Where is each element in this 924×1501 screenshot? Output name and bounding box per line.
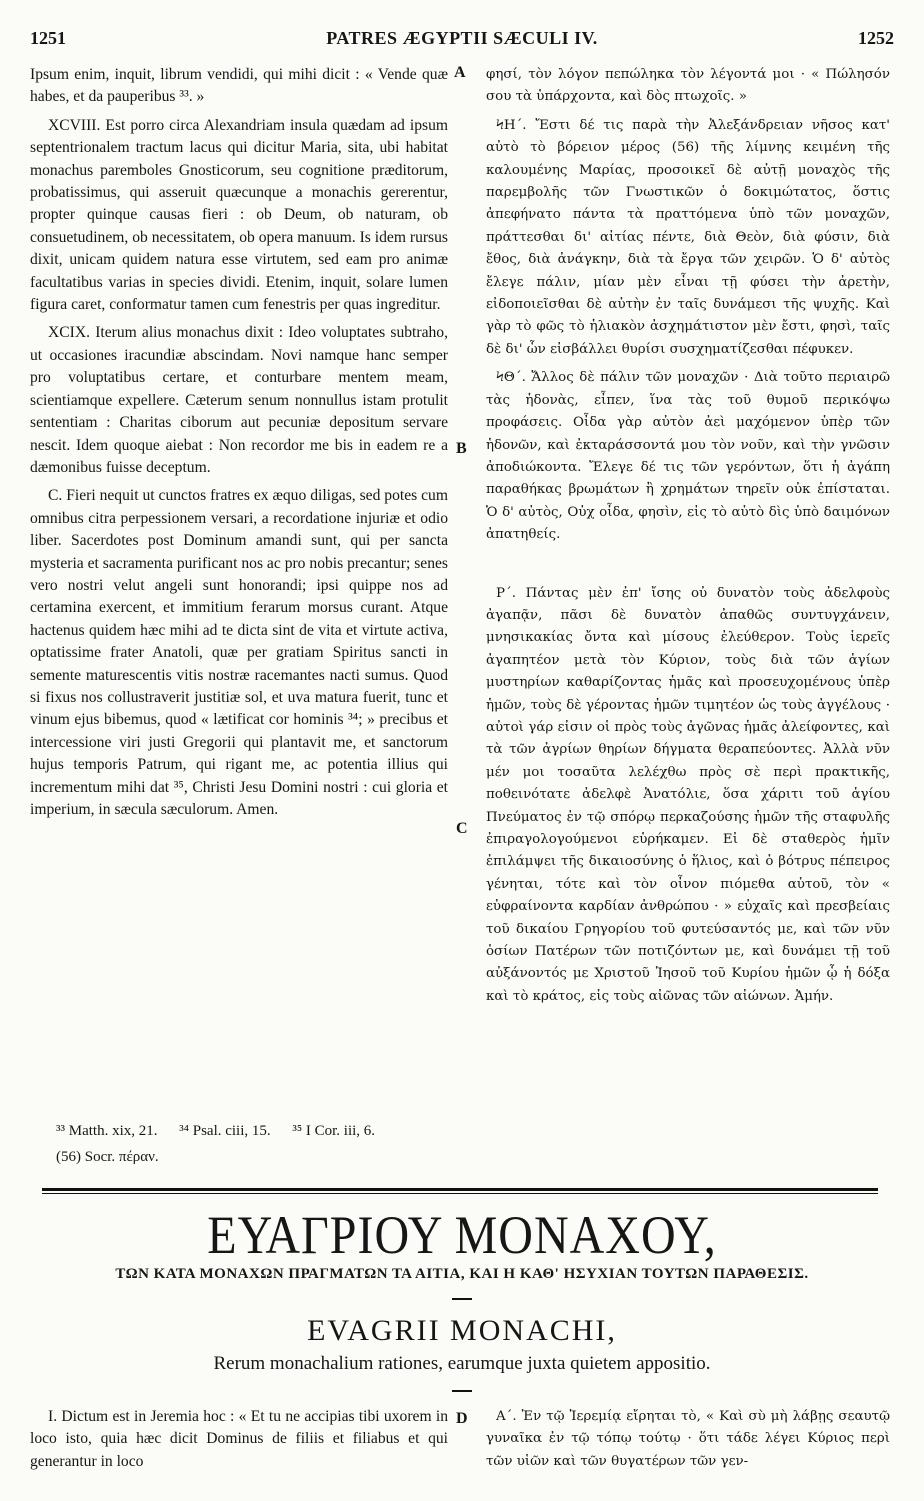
running-title: PATRES ÆGYPTII SÆCULI IV. xyxy=(326,28,598,48)
title-dash xyxy=(452,1298,472,1300)
section-rule-thin xyxy=(42,1193,878,1194)
latin-paragraph: XCIX. Iterum alius monachus dixit : Ideo voluptates subtraho, ut occasiones iracundiæ abscindam. Novi namque hanc semper pro voluptatibus certare, et conturbare mentem meam, scientiamque expellere. Cæterum senum nonnullus istam protulit sententiam : Charitas ciborum aut pecuniæ depositum servare nescit. Idem quoque aiebat : Non recordor me bis in eadem re a dæmonibus fuisse deceptum. xyxy=(30,324,448,476)
latin-title: EVAGRII MONACHI, xyxy=(307,1314,617,1347)
greek-paragraph: Ρ΄. Πάντας μὲν ἐπ' ἴσης οὐ δυνατὸν τοὺς ἀδελφοὺς ἀγαπᾷν, πᾶσι δὲ δυνατὸν ἀπαθῶς συντυγχάνειν, μνησικακίας ὄντα καὶ μίσους ἐλεύθερον. Τοὺς ἱερεῖς ἀγαπητέον μετὰ τὸν Κύριον, τοὺς διὰ τῶν ἁγίων μυστηρίων καθαρίζοντας ἡμᾶς καὶ προσευχομένους ὑπὲρ ἡμῶν, τοὺς δὲ γέροντας ἡμῶν τιμητέον ὡς τοὺς ἀγγέλους · αὐτοὶ γάρ εἰσιν οἱ πρὸς τοὺς ἀγῶνας ἡμᾶς ἀλείφοντες, καὶ τὰ τῶν ἀγρίων θηρίων δήγματα θεραπεύοντες. Ἀλλὰ νῦν μέν μοι τοσαῦτα λελέχθω πρὸς σὲ περὶ πρακτικῆς, ποθεινότατε ἀδελφὲ Ἀνατόλιε, ὅσα χάριτι τοῦ ἁγίου Πνεύματος ἐν τῷ σπόρῳ περκαζούσης ἡμῶν τῆς σταφυλῆς ἐπιραγολογούμενοι εὑρήκαμεν. Εἰ δὲ σταθερὸς ἡμῖν ἐπιλάμψει τῆς δικαιοσύνης ὁ ἥλιος, καὶ ὁ βότρυς πέπειρος γένηται, τότε καὶ τὸν οἶνον πιόμεθα αὐτοῦ, τὸν « εὐφραίνοντα καρδίαν ἀνθρώπου · » εὐχαῖς καὶ πρεσβείαις τοῦ δικαίου Γρηγορίου τοῦ φυτεύσαντός με, καὶ τῶν νῦν ὁσίων Πατέρων τῶν ποτιζόντων με, καὶ δυνάμει τῇ τοῦ αὐξάνοντός με Χριστοῦ Ἰησοῦ τοῦ Κυρίου ἡμῶν ᾧ ἡ δόξα καὶ τὸ κράτος, εἰς τοὺς αἰῶνας τῶν αἰώνων. Ἀμήν. xyxy=(486,585,890,1004)
margin-letter-c: C xyxy=(456,820,468,837)
greek-subtitle: ΤΩΝ ΚΑΤΑ ΜΟΝΑΧΩΝ ΠΡΑΓΜΑΤΩΝ ΤΑ ΑΙΤΙΑ, ΚΑΙ Η ΚΑΘ' ΗΣΥΧΙΑΝ ΤΟΥΤΩΝ ΠΑΡΑΘΕΣΙΣ. xyxy=(115,1266,809,1282)
greek-paragraph: Α΄. Ἐν τῷ Ἱερεμίᾳ εἴρηται τὸ, « Καὶ σὺ μὴ λάβῃς σεαυτῷ γυναῖκα ἐν τῷ τόπῳ τούτῳ · ὅτι τάδε λέγει Κύριος περὶ τῶν υἱῶν καὶ τῶν θυγατέρων τῶν γεν- xyxy=(486,1409,890,1469)
footnote: ³³ Matth. xix, 21. xyxy=(56,1123,158,1139)
latin-column-section2 xyxy=(30,1406,448,1479)
page-number-right: 1252 xyxy=(858,28,894,48)
title-dash xyxy=(452,1390,472,1392)
latin-paragraph: C. Fieri nequit ut cunctos fratres ex æquo diligas, sed potes cum omnibus citra perpessionem versari, a recordatione injuriæ et odio liber. Sacerdotes post Dominum amandi sunt, qui per sancta mysteria et sacramenta purificant nos ac pro nobis precantur; senes vero nostri velut angeli sunt honorandi; ipsi quippe nos ad certamina exercent, et immitium ferarum morsus curant. Atque hactenus quidem hæc mihi ad te dicta sint de vita et virtute activa, optatissime frater Anatoli, quæ per gratiam Spiritus sancti in semente maturescentis vitis nostræ racemantes nacti sumus. Quod si fixus nos collustraverit justitiæ sol, et uva matura fuerit, tunc et vinum ejus bibemus, quod « lætificat cor hominis ³⁴; » precibus et intercessione viri justi Gregorii qui plantavit me, et sanctorum hujus temporis Patrum, qui rigant me, ac potentia illius qui incrementum mihi dat ³⁵, Christi Jesu Domini nostri : cui gloria et imperium, in sæcula sæculorum. Amen. xyxy=(30,487,448,818)
page-header xyxy=(30,28,894,56)
section-rule xyxy=(42,1188,878,1191)
greek-paragraph: φησί, τὸν λόγον πεπώληκα τὸν λέγοντά μοι · « Πώλησόν σου τὰ ὑπάρχοντα, καὶ δὸς πτωχοῖς. » xyxy=(486,67,890,105)
latin-subtitle: Rerum monachalium rationes, earumque juxta quietem appositio. xyxy=(213,1353,711,1374)
latin-paragraph: Ipsum enim, inquit, librum vendidi, qui mihi dicit : « Vende quæ habes, et da pauperibus ³³. » xyxy=(30,66,448,106)
footnote: (56) Socr. πέραν. xyxy=(56,1149,159,1165)
latin-column xyxy=(30,64,448,827)
latin-paragraph: I. Dictum est in Jeremia hoc : « Et tu ne accipias tibi uxorem in loco isto, quia hæc dicit Dominus de filiis et filiabus et qui generantur in loco xyxy=(30,1408,448,1470)
greek-title: ΕΥΑΓΡΙΟΥ ΜΟΝΑΧΟΥ, xyxy=(207,1205,717,1266)
footnote: ³⁴ Psal. ciii, 15. xyxy=(179,1123,271,1139)
latin-paragraph: XCVIII. Est porro circa Alexandriam insula quædam ad ipsum septentrionalem tractum lacus qui dicitur Maria, sita, ubi habitat monachus paremboles Gnosticorum, seu cognitione præditorum, probatissimus, qui asseruit quæcunque a monachis gererentur, propter quinque causas fieri : ob Deum, ob naturam, ob consuetudinem, ob necessitatem, ob opera manuum. Is idem rursus dixit, unicam quidem natura esse virtutem, sed eam pro animæ facultatibus varias in species dividi. Etenim, inquit, solare lumen figura caret, conformatur tamen cum fenestris per quas ingreditur. xyxy=(30,116,448,314)
margin-letter-d: D xyxy=(456,1410,468,1427)
margin-letter-b: B xyxy=(456,440,467,457)
greek-column-section2 xyxy=(486,1406,890,1479)
greek-paragraph: ϞΘ΄. Ἄλλος δὲ πάλιν τῶν μοναχῶν · Διὰ τοῦτο περιαιρῶ τὰς ἡδονὰς, εἶπεν, ἵνα τὰς τοῦ θυμοῦ περικόψω προφάσεις. Οἶδα γὰρ αὐτὸν ἀεὶ μαχόμενον ὑπὲρ τῶν ἡδονῶν, καὶ ἐκταράσσοντά μου τὸν νοῦν, καὶ τὴν γνῶσιν ἀποδιώκοντα. Ἔλεγε δέ τις τῶν γερόντων, ὅτι ἡ ἀγάπη παραθήκας βρωμάτων ἢ χρημάτων τηρεῖν οὐκ ἐπίσταται. Ὁ δ' αὐτὸς, Οὐχ οἶδα, φησὶν, εἰς τὸ αὐτὸ δὶς ὑπὸ δαιμόνων ἀπατηθείς. xyxy=(486,370,890,543)
greek-column xyxy=(486,64,890,1014)
margin-letter-a: A xyxy=(454,64,466,81)
page-number-left: 1251 xyxy=(30,28,66,48)
footnotes xyxy=(56,1118,756,1170)
footnote: ³⁵ I Cor. iii, 6. xyxy=(292,1123,376,1139)
greek-paragraph: ϞΗ΄. Ἔστι δέ τις παρὰ τὴν Ἀλεξάνδρειαν νῆσος κατ' αὐτὸ τὸ βόρειον μέρος (56) τῆς λίμνης κειμένη τῆς καλουμένης Μαρίας, προσοικεῖ δὲ αὐτῇ μοναχὸς τῆς παρεμβολῆς τῶν Γνωστικῶν ὁ δοκιμώτατος, ὅστις ἀπεφήνατο πάντα τὰ πραττόμενα ὑπὸ τῶν μοναχῶν, πράττεσθαι δι' αἰτίας πέντε, διὰ Θεὸν, διὰ φύσιν, διὰ ἔθος, διὰ ἀνάγκην, διὰ τὰ ἔργα τῶν χειρῶν. Ὁ δ' αὐτὸς ἔλεγε πάλιν, μίαν μὲν εἶναι τῇ φύσει τὴν ἀρετὴν, εἰδοποιεῖσθαι δὲ αὐτὴν ἐν ταῖς δυνάμεσι τῆς ψυχῆς. Καὶ γὰρ τὸ φῶς τὸ ἡλιακὸν ἀσχημάτιστον μὲν ἔστι, φησὶ, ταῖς δὲ δι' ὧν εἰσβάλλει θυρίσι συσχηματίζεσθαι πέφυκεν. xyxy=(486,117,890,357)
